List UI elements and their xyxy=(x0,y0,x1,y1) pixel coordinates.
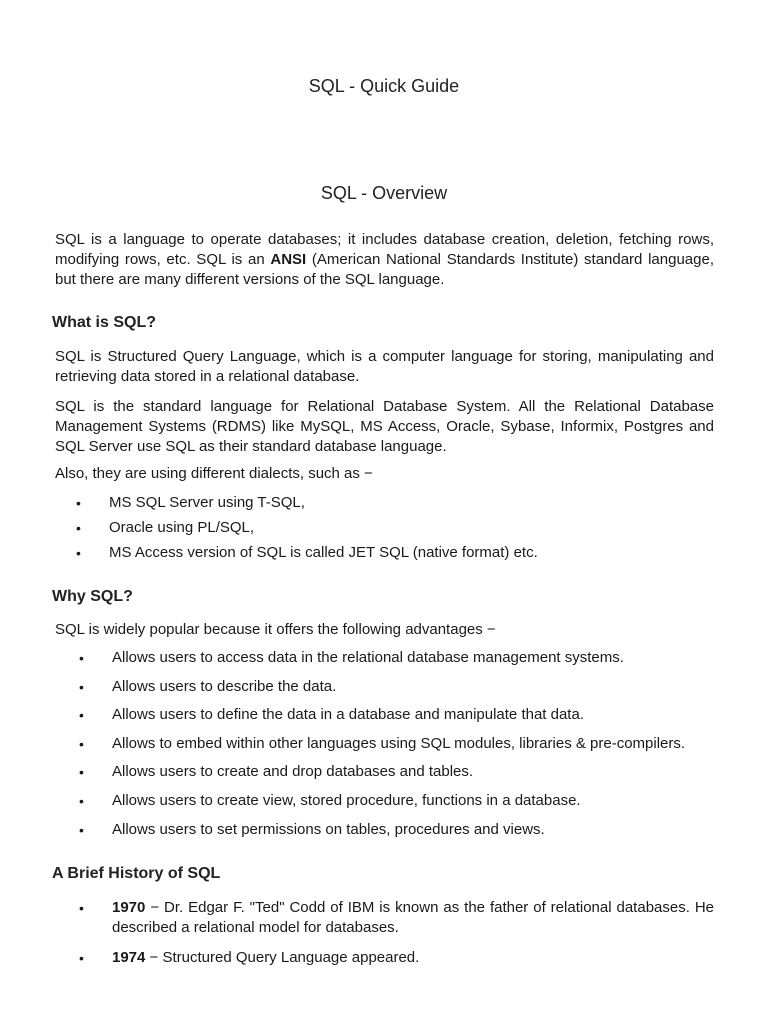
list-item-text: Oracle using PL/SQL, xyxy=(109,519,255,536)
list-item-text: MS SQL Server using T-SQL, xyxy=(109,494,305,511)
overview-paragraph xyxy=(55,230,714,290)
bullet-icon: • xyxy=(79,764,84,781)
list-item-text: Allows users to set permissions on tables, procedures and views. xyxy=(112,820,545,838)
bullet-icon: • xyxy=(76,520,81,536)
heading-history: A Brief History of SQL xyxy=(52,865,221,882)
list-item xyxy=(79,705,722,734)
list-item-text: Allows to embed within other languages using SQL modules, libraries & pre-compilers. xyxy=(112,734,686,752)
bullet-icon: • xyxy=(79,792,84,809)
bullet-icon: • xyxy=(79,678,84,695)
document-title: SQL - Quick Guide xyxy=(308,76,460,96)
bullet-icon: • xyxy=(79,900,84,916)
bullet-icon: • xyxy=(76,495,81,511)
list-item xyxy=(76,493,709,518)
list-item-text: Allows users to define the data in a database and manipulate that data. xyxy=(112,706,584,724)
heading-what-is-sql: What is SQL? xyxy=(52,314,156,331)
list-item-text: MS Access version of SQL is called JET SQL (native format) etc. xyxy=(109,544,538,561)
overview-text-start: SQL is a language to operate databases; it includes database creation, deletion, fetching rows, modifying rows, etc. SQL is an xyxy=(55,231,714,268)
ansi-term: ANSI xyxy=(270,251,307,268)
history-year: 1970 xyxy=(112,899,146,916)
what-is-paragraph-1: SQL is Structured Query Language, which is a computer language for storing, manipulating and retrieving data stored in a relational database. xyxy=(55,348,714,385)
dialects-list xyxy=(76,493,709,568)
history-text: − Dr. Edgar F. "Ted" Codd of IBM is known as the father of relational databases. He described a relational model for databases. xyxy=(112,899,714,936)
list-item xyxy=(79,734,722,763)
list-item xyxy=(79,898,714,948)
bullet-icon: • xyxy=(79,707,84,724)
list-item-text: Allows users to create and drop databases and tables. xyxy=(112,763,474,781)
why-intro: SQL is widely popular because it offers the following advantages − xyxy=(55,621,496,638)
history-text: − Structured Query Language appeared. xyxy=(145,949,420,966)
what-is-paragraph-3: Also, they are using different dialects, such as − xyxy=(55,465,373,482)
history-list xyxy=(79,898,714,968)
list-item xyxy=(79,948,714,968)
bullet-icon: • xyxy=(79,735,84,752)
bullet-icon: • xyxy=(79,950,84,966)
heading-why-sql: Why SQL? xyxy=(52,588,133,605)
list-item xyxy=(79,677,722,706)
bullet-icon: • xyxy=(76,545,81,561)
what-is-paragraph-2: SQL is the standard language for Relational Database System. All the Relational Database Management Systems (RDMS) like MySQL, MS Access, Oracle, Sybase, Informix, Postgres and SQL Server use SQL as their standard database language. xyxy=(55,398,714,455)
advantages-list xyxy=(79,648,722,848)
list-item-text: Allows users to access data in the relational database management systems. xyxy=(112,649,624,666)
list-item xyxy=(79,791,722,820)
overview-text-end: (American National Standards Institute) standard language, but there are many different versions of the SQL language. xyxy=(55,251,714,288)
list-item xyxy=(79,820,722,849)
list-item-text: Allows users to describe the data. xyxy=(112,677,337,695)
list-item xyxy=(76,518,709,543)
list-item xyxy=(76,543,709,568)
list-item-text: Allows users to create view, stored procedure, functions in a database. xyxy=(112,791,581,809)
list-item xyxy=(79,648,722,677)
section-title-overview: SQL - Overview xyxy=(320,183,448,203)
list-item xyxy=(79,762,722,791)
bullet-icon: • xyxy=(79,650,84,666)
history-year: 1974 xyxy=(112,949,146,966)
bullet-icon: • xyxy=(79,821,84,838)
